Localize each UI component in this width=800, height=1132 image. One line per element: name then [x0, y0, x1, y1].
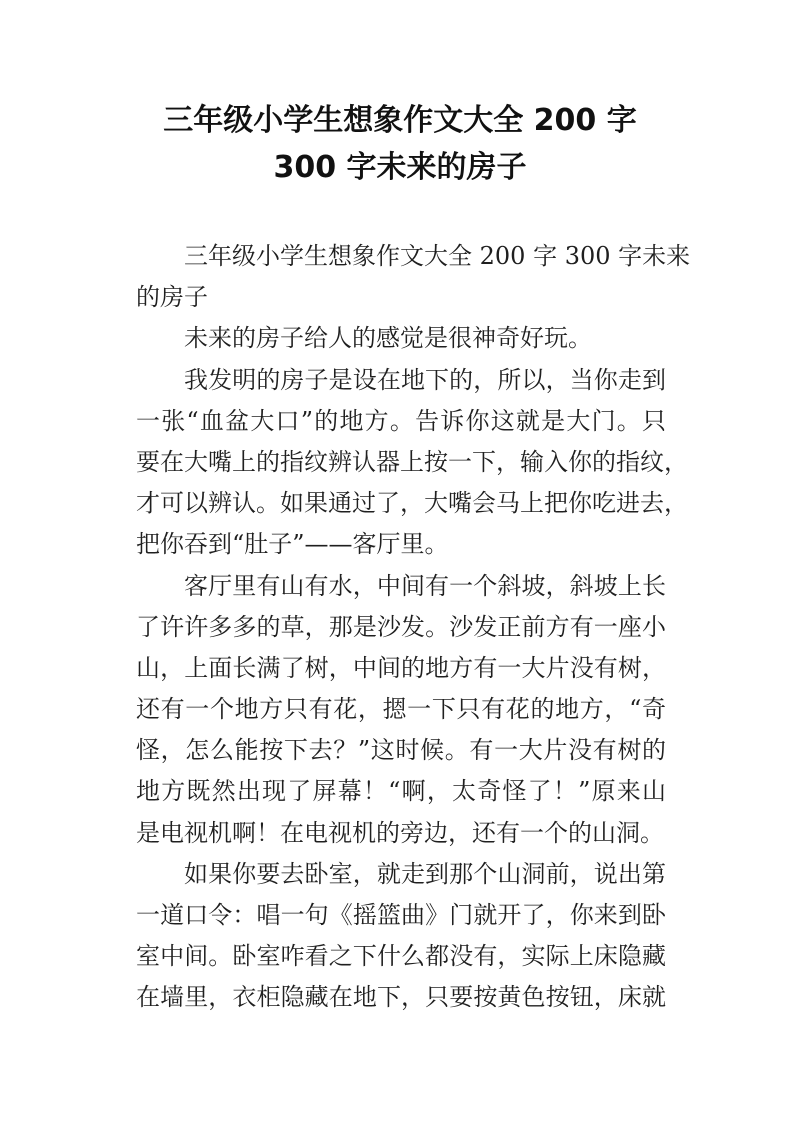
body-line: 地方既然出现了屏幕！“啊，太奇怪了！”原来山 — [136, 777, 666, 806]
body-line: 未来的房子给人的感觉是很神奇好玩。 — [184, 324, 592, 353]
body-line: 我发明的房子是设在地下的，所以，当你走到 — [184, 365, 666, 394]
body-line: 要在大嘴上的指纹辨认器上按一下，输入你的指纹， — [136, 447, 688, 476]
body-line: 怪，怎么能按下去？”这时候。有一大片没有树的 — [136, 736, 666, 765]
document-body — [136, 236, 691, 1019]
body-line: 室中间。卧室咋看之下什么都没有，实际上床隐藏 — [136, 942, 666, 971]
body-line: 在墙里，衣柜隐藏在地下，只要按黄色按钮，床就 — [136, 983, 666, 1012]
body-line: 一道口令：唱一句《摇篮曲》门就开了，你来到卧 — [136, 901, 666, 929]
body-line: 还有一个地方只有花，摁一下只有花的地方，“奇 — [136, 695, 666, 724]
body-line: 的房子 — [136, 283, 208, 312]
body-line: 三年级小学生想象作文大全 200 字 300 字未来 — [184, 242, 691, 270]
body-line: 了许许多多的草，那是沙发。沙发正前方有一座小 — [136, 612, 666, 641]
body-line: 把你吞到“肚子”——客厅里。 — [136, 530, 449, 559]
title-line-2: 300 字未来的房子 — [273, 150, 527, 185]
title-line-1: 三年级小学生想象作文大全 200 字 — [163, 103, 637, 138]
body-line: 山，上面长满了树，中间的地方有一大片没有树， — [136, 653, 666, 682]
body-line: 才可以辨认。如果通过了，大嘴会马上把你吃进去， — [136, 489, 688, 518]
body-line: 如果你要去卧室，就走到那个山洞前，说出第 — [184, 859, 666, 888]
document-title — [100, 97, 700, 191]
body-line: 是电视机啊！在电视机的旁边，还有一个的山洞。 — [136, 818, 664, 847]
body-line: 客厅里有山有水，中间有一个斜坡，斜坡上长 — [184, 571, 666, 600]
body-line: 一张“血盆大口”的地方。告诉你这就是大门。只 — [136, 406, 666, 435]
